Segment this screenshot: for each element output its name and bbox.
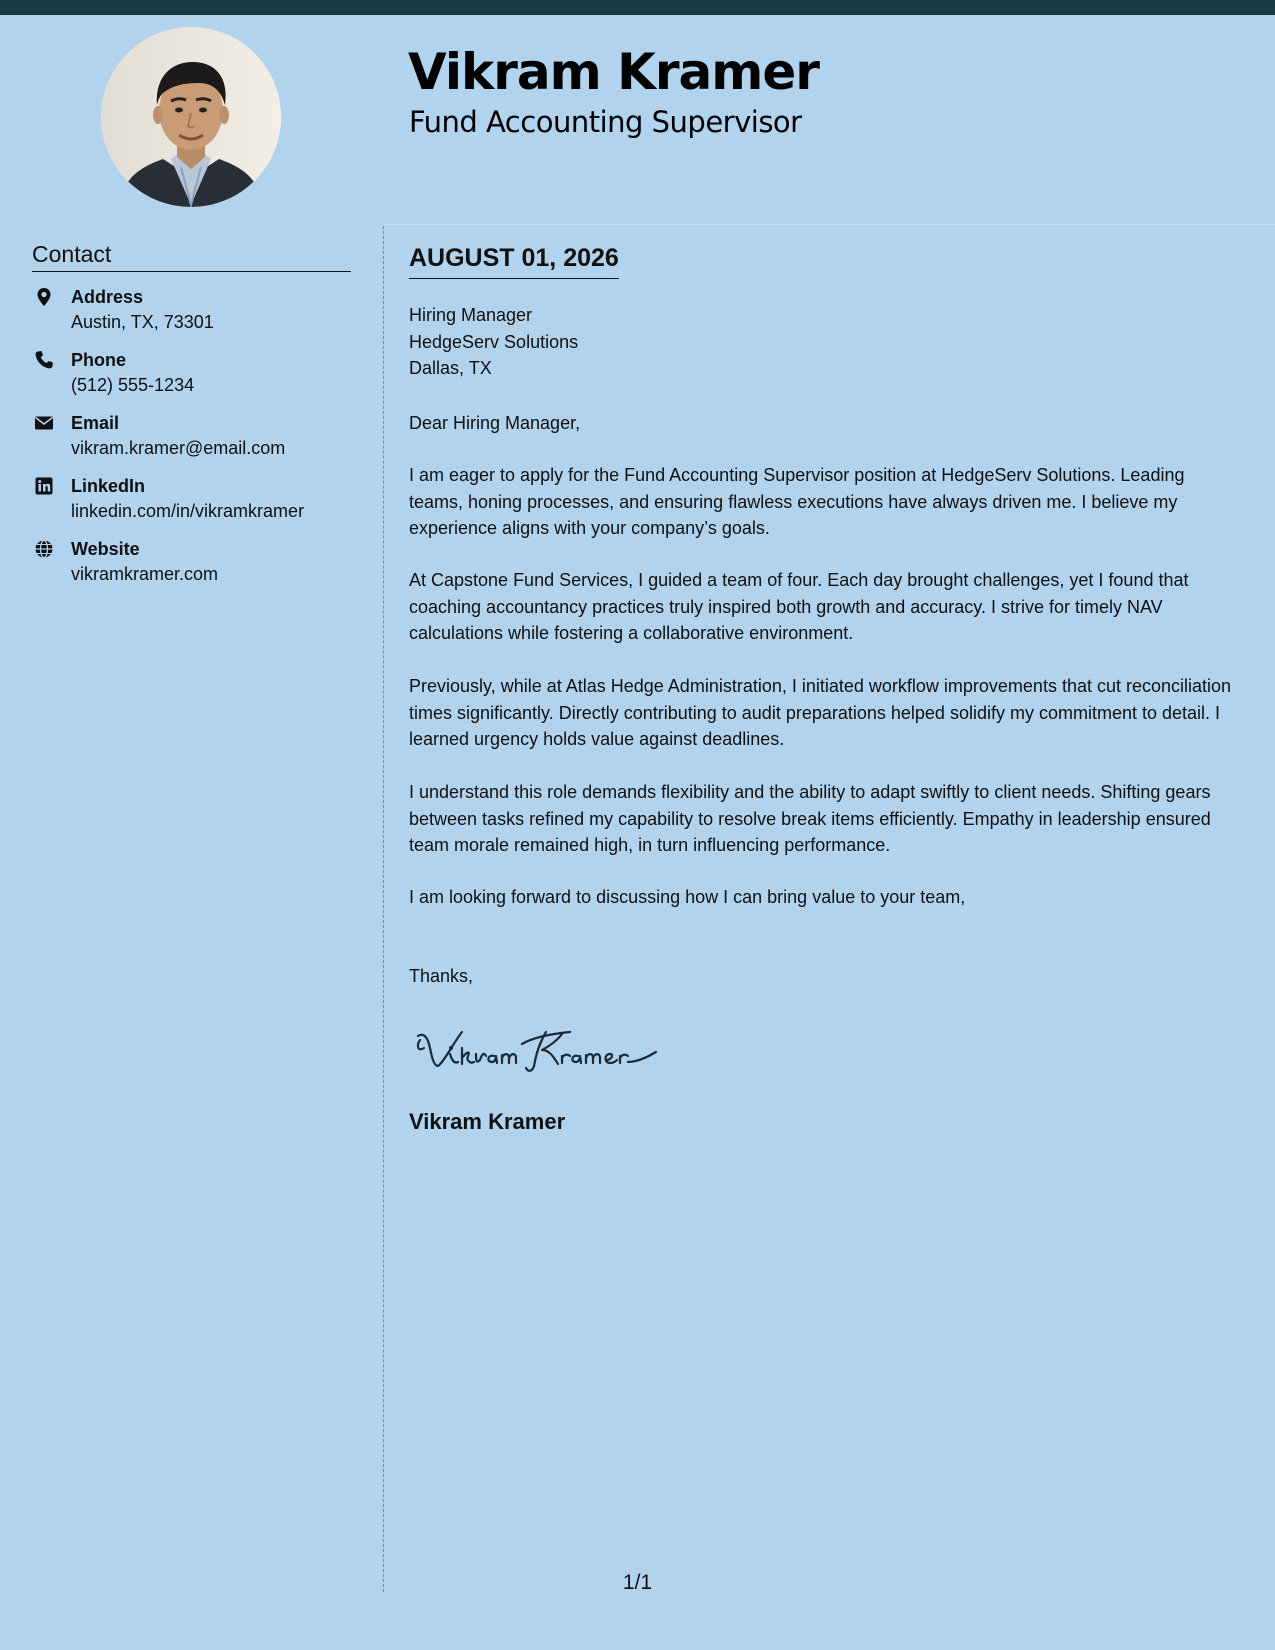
globe-icon	[34, 539, 54, 559]
profile-photo	[101, 27, 281, 207]
column-divider	[383, 226, 384, 1592]
applicant-job-title: Fund Accounting Supervisor	[409, 105, 802, 139]
body-paragraph: I am looking forward to discussing how I can bring value to your team,	[409, 887, 966, 907]
contact-value-linkedin[interactable]: linkedin.com/in/vikramkramer	[71, 501, 305, 521]
phone-icon	[34, 350, 54, 370]
body-paragraph: At Capstone Fund Services, I guided a team of four. Each day brought challenges, yet I found that coaching accountancy practices truly inspired both growth and accuracy. I strive for timely NAV calculations while fostering a collaborative environment.	[409, 570, 1189, 643]
top-accent-bar	[0, 0, 1275, 15]
recipient-block	[409, 302, 578, 382]
contact-item-linkedin	[32, 475, 362, 538]
recipient-name: Hiring Manager	[409, 305, 533, 325]
contact-value-phone: (512) 555-1234	[71, 375, 195, 395]
letter-date: AUGUST 01, 2026	[409, 243, 619, 279]
contact-item-address	[32, 286, 362, 349]
contact-item-email	[32, 412, 362, 475]
contact-label: Email	[71, 413, 120, 433]
contact-label: Website	[71, 539, 140, 559]
contact-label: Phone	[71, 350, 127, 370]
handwritten-signature	[410, 1018, 670, 1084]
body-paragraph: Previously, while at Atlas Hedge Administration, I initiated workflow improvements that cut reconciliation times significantly. Directly contributing to audit preparations helped solidify my commitment to detail. I learned urgency holds value against deadlines.	[409, 676, 1232, 749]
body-paragraph: I understand this role demands flexibility and the ability to adapt swiftly to client needs. Shifting gears between tasks refined my capability to resolve break items efficiently. Empathy in leadership ensured team morale remained high, in turn influencing performance.	[409, 782, 1211, 855]
contact-value-email[interactable]: vikram.kramer@email.com	[71, 438, 286, 458]
contact-label: Address	[71, 287, 144, 307]
header-divider	[384, 224, 1275, 225]
page-number: 1/1	[622, 1571, 653, 1594]
envelope-icon	[34, 413, 54, 433]
contact-item-website	[32, 538, 362, 601]
linkedin-icon	[34, 476, 54, 496]
contact-item-phone	[32, 349, 362, 412]
recipient-company: HedgeServ Solutions	[409, 331, 579, 352]
contact-value-website[interactable]: vikramkramer.com	[71, 564, 219, 584]
closing-line: Thanks,	[409, 966, 474, 986]
contact-list	[32, 286, 362, 601]
applicant-name: Vikram Kramer	[408, 43, 819, 101]
map-pin-icon	[34, 287, 54, 307]
salutation: Dear Hiring Manager,	[409, 413, 581, 433]
body-paragraph: I am eager to apply for the Fund Accounting Supervisor position at HedgeServ Solutions. Leading teams, honing processes, and ensuring flawless executions have always driven me. I believe my experience aligns with your company’s goals.	[409, 465, 1185, 538]
signer-name: Vikram Kramer	[409, 1109, 566, 1134]
contact-heading: Contact	[32, 240, 351, 272]
recipient-location: Dallas, TX	[409, 358, 492, 378]
contact-value-address: Austin, TX, 73301	[71, 312, 214, 332]
contact-label: LinkedIn	[71, 476, 146, 496]
